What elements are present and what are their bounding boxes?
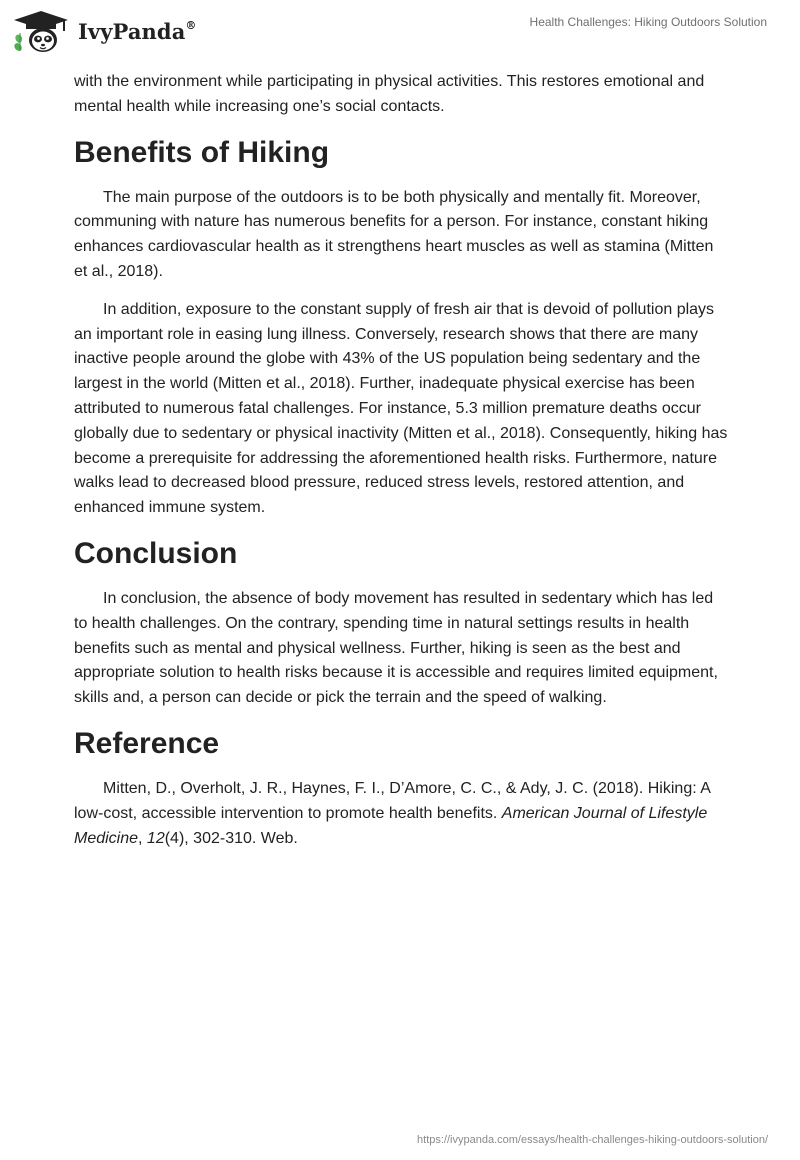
reference-volume: 12: [146, 829, 165, 847]
benefits-paragraph-1: The main purpose of the outdoors is to be both physically and mentally fit. Moreover, communing with nature has numerous benefits for a person. For instance, constant hiking enhances cardiovascular health as it strengthens heart muscles as well as stamina (Mitten et al., 2018).: [74, 188, 714, 280]
brand-logo[interactable]: [12, 8, 197, 54]
brand-name: IvyPanda®: [78, 18, 197, 44]
heading-reference: Reference: [74, 726, 220, 760]
conclusion-paragraph: In conclusion, the absence of body movement has resulted in sedentary which has led to health challenges. On the contrary, spending time in natural settings results in health benefits such as mental and physical wellness. Further, hiking is seen as the best and appropriate solution to health risks because it is accessible and requires limited equipment, skills and, a person can decide or pick the terrain and the speed of walking.: [74, 589, 718, 707]
essay-content: [74, 70, 729, 864]
footer-url[interactable]: https://ivypanda.com/essays/health-challenges-hiking-outdoors-solution/: [417, 1134, 768, 1146]
reference-authors-title: Mitten, D., Overholt, J. R., Haynes, F. I., D’Amore, C. C., & Ady, J. C. (2018). Hiking: A low-cost, accessible intervention to promote health benefits.: [74, 779, 711, 822]
intro-paragraph: with the environment while participating in physical activities. This restores emotional and mental health while increasing one’s social contacts.: [74, 73, 705, 115]
benefits-paragraph-2: In addition, exposure to the constant supply of fresh air that is devoid of pollution plays an important role in easing lung illness. Conversely, research shows that there are many inactive people around the globe with 43% of the US population being sedentary and the largest in the world (Mitten et al., 2018). Further, inadequate physical exercise has been attributed to numerous fatal challenges. For instance, 5.3 million premature deaths occur globally due to sedentary or physical inactivity (Mitten et al., 2018). Consequently, hiking has become a prerequisite for addressing the aforementioned health risks. Furthermore, nature walks lead to decreased blood pressure, reduced stress levels, restored attention, and enhanced immune system.: [74, 300, 728, 517]
panda-graduation-cap-icon: [12, 9, 70, 53]
heading-conclusion: Conclusion: [74, 536, 238, 570]
reference-entry: Mitten, D., Overholt, J. R., Haynes, F. I., D’Amore, C. C., & Ady, J. C. (2018). Hiking: A low-cost, accessible intervention to promote health benefits. American Journal of Lifestyle Medicine, 12(4), 302-310. Web.: [74, 779, 711, 847]
heading-benefits: Benefits of Hiking: [74, 135, 330, 169]
reference-pages: (4), 302-310. Web.: [164, 829, 298, 847]
reference-journal: American Journal of Lifestyle Medicine: [74, 804, 708, 847]
document-title: Health Challenges: Hiking Outdoors Solution: [529, 15, 767, 29]
page-header: [0, 0, 800, 62]
